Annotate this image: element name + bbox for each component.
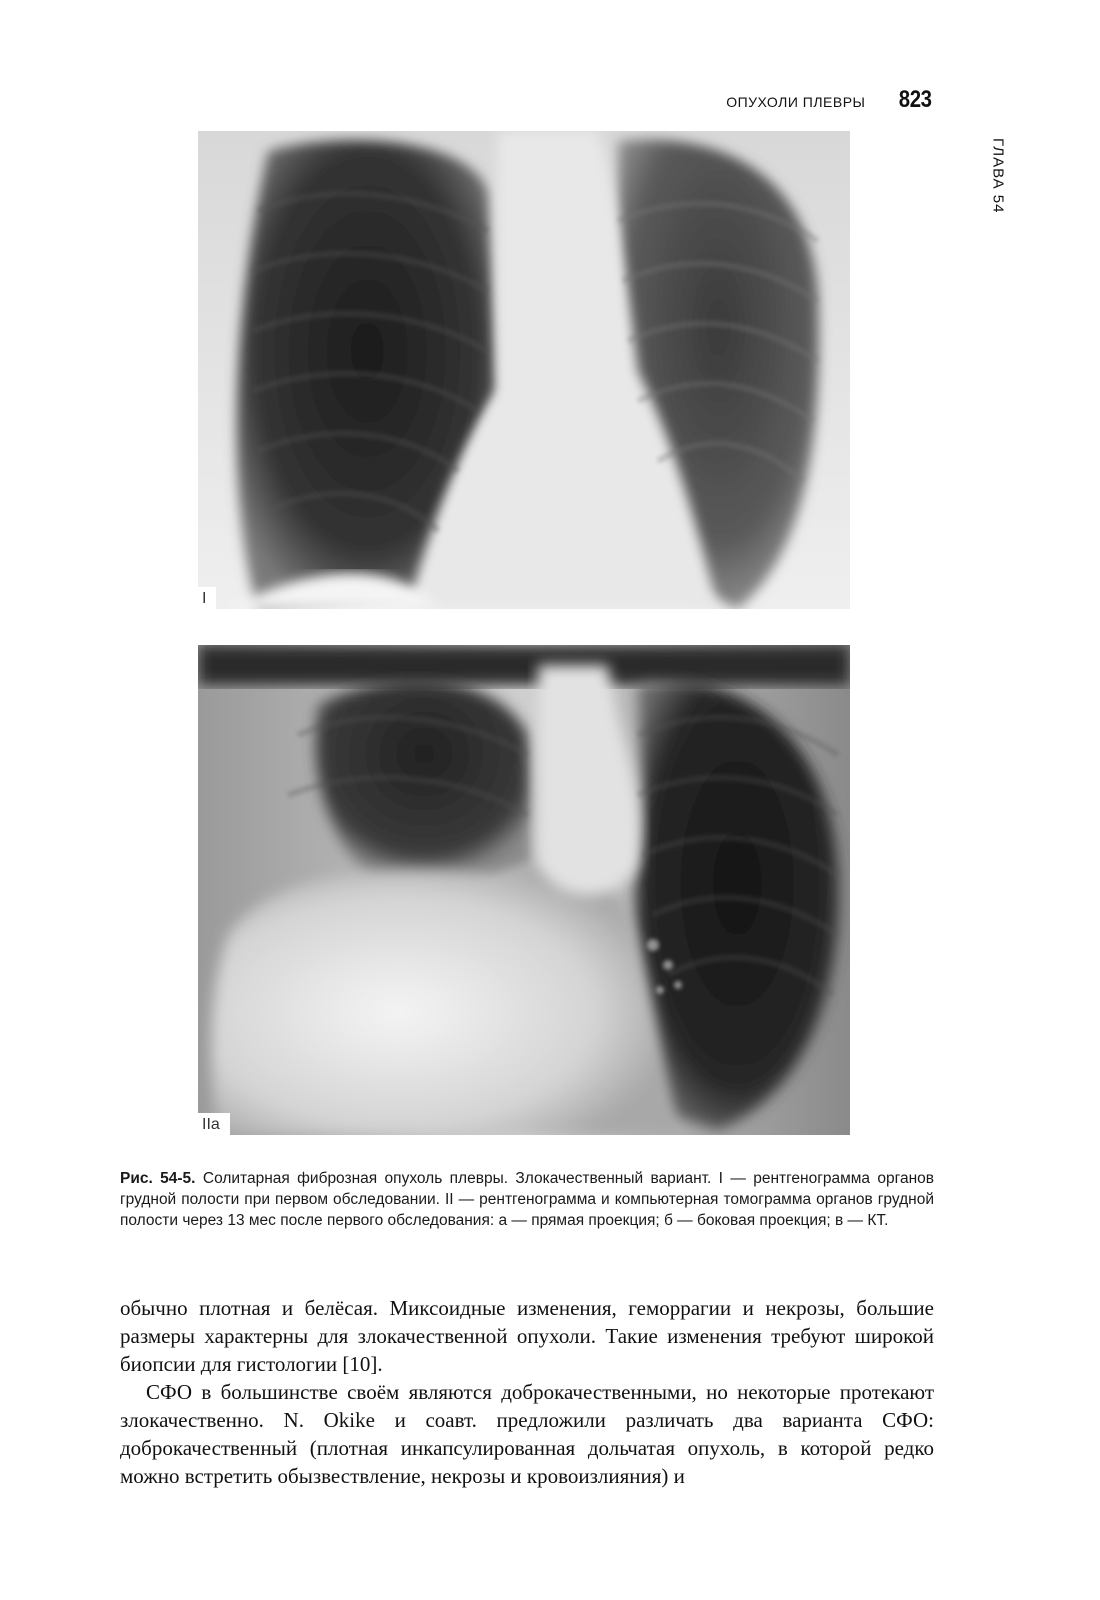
running-header [120,86,932,120]
xray-2-illustration [198,645,850,1135]
panel-label-2: IIa [198,1113,230,1135]
xray-image-2 [198,645,850,1135]
xray-image-1 [198,131,850,609]
figure-caption [120,1168,934,1231]
figure-caption-label: Рис. 54-5. [120,1170,196,1187]
chapter-tab-label: ГЛАВА 54 [989,138,1007,214]
body-text [120,1294,934,1490]
figure-caption-text: Солитарная фиброзная опухоль плевры. Злокачественный вариант. I — рентгенограмма органов грудной полости при первом обследовании. II — рентгенограмма и компьютерная томограмма органов грудной полости через 13 мес после первого обследования: а — прямая проекция; б — боковая проекция; в — КТ. [120,1170,935,1229]
chapter-tab [985,138,1011,228]
body-paragraph-2: СФО в большинстве своём являются доброкачественными, но некоторые протекают злокачественно. N. Okike и соавт. предложили различать два варианта СФО: доброкачественный (плотная инкапсулированная дольчатая опухоль, в которой редко можно встретить обызвествление, некрозы и кровоизлияния) и [120,1380,934,1488]
xray-1-illustration [198,131,850,609]
body-paragraph-1: обычно плотная и белёсая. Миксоидные изменения, геморрагии и некрозы, большие размеры характерны для злокачественной опухоли. Такие изменения требуют широкой биопсии для гистологии [10]. [120,1296,934,1376]
panel-label-1: I [198,587,216,609]
running-title: ОПУХОЛИ ПЛЕВРЫ [726,94,866,110]
page-number: 823 [899,86,932,113]
